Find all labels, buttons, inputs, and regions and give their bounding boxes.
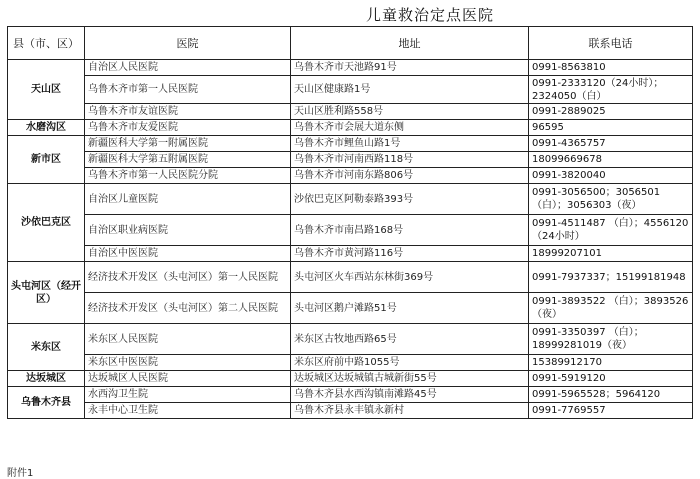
address-cell: 米东区府前中路1055号 (291, 355, 529, 371)
table-row (8, 387, 693, 403)
table-row (8, 355, 693, 371)
table-row (8, 60, 693, 76)
hospital-cell: 经济技术开发区（头屯河区）第一人民医院 (85, 262, 291, 293)
table-row (8, 293, 693, 324)
phone-cell: 0991-3893522 （白）；3893526（夜） (529, 293, 693, 324)
table-row (8, 168, 693, 184)
phone-cell: 0991-8563810 (529, 60, 693, 76)
hospital-cell: 乌鲁木齐市第一人民医院 (85, 76, 291, 104)
district-cell: 达坂城区 (8, 371, 85, 387)
hospital-cell: 新疆医科大学第五附属医院 (85, 152, 291, 168)
table-row (8, 371, 693, 387)
phone-cell: 0991-2333120（24小时）；2324050（白） (529, 76, 693, 104)
header-hospital: 医院 (85, 27, 291, 60)
address-cell: 天山区胜利路558号 (291, 104, 529, 120)
phone-cell: 0991-5919120 (529, 371, 693, 387)
page-title: 儿童救治定点医院 (366, 6, 495, 24)
hospital-cell: 水西沟卫生院 (85, 387, 291, 403)
address-cell: 沙依巴克区阿勒泰路393号 (291, 184, 529, 215)
table-row (8, 215, 693, 246)
address-cell: 米东区古牧地西路65号 (291, 324, 529, 355)
district-cell: 新市区 (8, 136, 85, 184)
hospital-cell: 永丰中心卫生院 (85, 403, 291, 419)
phone-cell: 15389912170 (529, 355, 693, 371)
district-cell: 天山区 (8, 60, 85, 120)
phone-cell: 0991-3820040 (529, 168, 693, 184)
hospital-cell: 自治区职业病医院 (85, 215, 291, 246)
hospital-cell: 乌鲁木齐市友爱医院 (85, 120, 291, 136)
header-phone: 联系电话 (529, 27, 693, 60)
phone-cell: 18099669678 (529, 152, 693, 168)
district-cell: 水磨沟区 (8, 120, 85, 136)
address-cell: 乌鲁木齐市鲤鱼山路1号 (291, 136, 529, 152)
address-cell: 头屯河区鹅户滩路51号 (291, 293, 529, 324)
address-cell: 达坂城区达坂城镇古城新街55号 (291, 371, 529, 387)
table-row (8, 184, 693, 215)
hospital-cell: 米东区人民医院 (85, 324, 291, 355)
hospital-cell: 米东区中医医院 (85, 355, 291, 371)
address-cell: 乌鲁木齐市河南东路806号 (291, 168, 529, 184)
phone-cell: 0991-4511487 （白）；4556120（24小时） (529, 215, 693, 246)
table-row (8, 262, 693, 293)
address-cell: 乌鲁木齐市天池路91号 (291, 60, 529, 76)
header-county: 县（市、区） (8, 27, 85, 60)
district-cell: 米东区 (8, 324, 85, 371)
phone-cell: 0991-5965528；5964120 (529, 387, 693, 403)
hospital-cell: 乌鲁木齐市第一人民医院分院 (85, 168, 291, 184)
address-cell: 乌鲁木齐县永丰镇永新村 (291, 403, 529, 419)
phone-cell: 0991-4365757 (529, 136, 693, 152)
table-row (8, 76, 693, 104)
table-header-row (8, 27, 693, 60)
address-cell: 乌鲁木齐市黄河路116号 (291, 246, 529, 262)
phone-cell: 18999207101 (529, 246, 693, 262)
hospital-cell: 乌鲁木齐市友谊医院 (85, 104, 291, 120)
table-row (8, 120, 693, 136)
hospital-table (7, 26, 693, 419)
hospital-cell: 经济技术开发区（头屯河区）第二人民医院 (85, 293, 291, 324)
header-address: 地址 (291, 27, 529, 60)
district-cell: 头屯河区（经开区） (8, 262, 85, 324)
hospital-cell: 自治区人民医院 (85, 60, 291, 76)
address-cell: 天山区健康路1号 (291, 76, 529, 104)
hospital-cell: 达坂城区人民医院 (85, 371, 291, 387)
address-cell: 头屯河区火车西站东林街369号 (291, 262, 529, 293)
hospital-cell: 新疆医科大学第一附属医院 (85, 136, 291, 152)
phone-cell: 0991-3350397 （白）；18999281019（夜） (529, 324, 693, 355)
address-cell: 乌鲁木齐市南昌路168号 (291, 215, 529, 246)
table-row (8, 246, 693, 262)
district-cell: 乌鲁木齐县 (8, 387, 85, 419)
hospital-cell: 自治区儿童医院 (85, 184, 291, 215)
phone-cell: 96595 (529, 120, 693, 136)
table-row (8, 403, 693, 419)
phone-cell: 0991-3056500；3056501（白）；3056303（夜） (529, 184, 693, 215)
address-cell: 乌鲁木齐市河南西路118号 (291, 152, 529, 168)
table-row (8, 324, 693, 355)
district-cell: 沙依巴克区 (8, 184, 85, 262)
phone-cell: 0991-7937337；15199181948 (529, 262, 693, 293)
address-cell: 乌鲁木齐县水西沟镇南滩路45号 (291, 387, 529, 403)
address-cell: 乌鲁木齐市会展大道东侧 (291, 120, 529, 136)
phone-cell: 0991-2889025 (529, 104, 693, 120)
table-row (8, 136, 693, 152)
hospital-cell: 自治区中医医院 (85, 246, 291, 262)
phone-cell: 0991-7769557 (529, 403, 693, 419)
table-row (8, 152, 693, 168)
footer-note: 附件1 (7, 468, 34, 479)
table-row (8, 104, 693, 120)
table-body (8, 60, 693, 419)
